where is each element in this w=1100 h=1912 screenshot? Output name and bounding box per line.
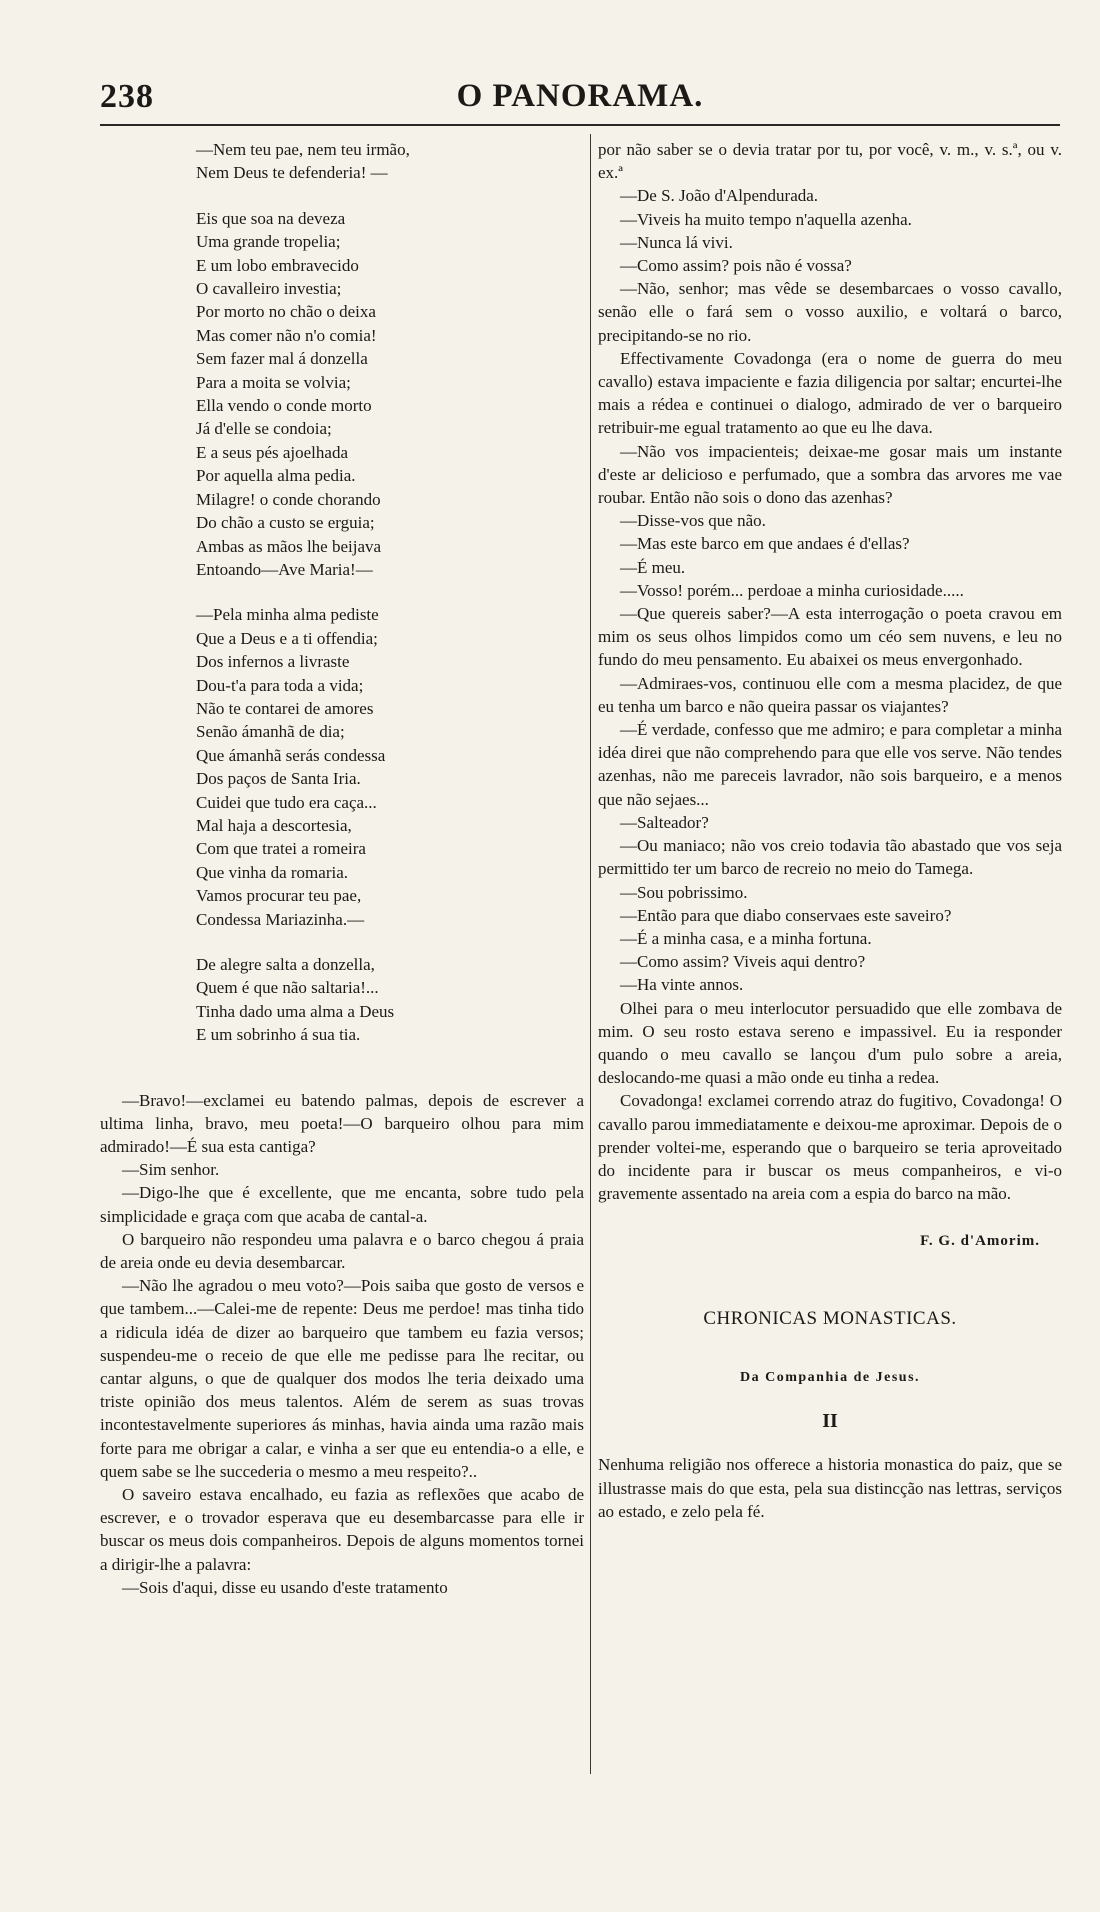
paragraph: —Viveis ha muito tempo n'aquella azenha. — [620, 209, 912, 229]
paragraph: Olhei para o meu interlocutor persuadido que elle zombava de mim. O seu rosto estava sereno e impassivel. Eu ia responder quando o meu cavallo se lançou d'um pulo sobre a areia, deslocando-me quasi a mão onde eu tinha a redea. — [598, 998, 1062, 1088]
poem-line: Mas comer não n'o comia! — [196, 325, 377, 345]
poem-line: Dou-t'a para toda a vida; — [196, 675, 364, 695]
left-prose — [100, 1089, 584, 1599]
paragraph: —Não vos impacienteis; deixae-me gosar mais um instante d'este ar delicioso e perfumado, que a sombra das arvores me vae roubar. Então não sois o dono das azenhas? — [598, 441, 1062, 508]
poem-line: De alegre salta a donzella, — [196, 955, 375, 974]
paragraph: —Não lhe agradou o meu voto?—Pois saiba que gosto de versos e que tambem...—Calei-me de repente: Deus me perdoe! mas tinha tido a ridicula idéa de dizer ao barqueiro que tambem eu fazia versos; suspendeu-me o receio de que elle me pedisse para lhe recitar, ou cantar alguns, o que de qualquer dos modos lhe teria deixado uma triste opinião dos meus talentos. Além de serem as suas trovas incontestavelmente superiores ás minhas, havia ainda uma razão mais forte para me obrigar a calar, e vinha a ser que eu entendia-o a elle, e quem sabe se lhe succederia o mesmo a meu respeito?.. — [100, 1276, 584, 1481]
poem-line: Já d'elle se condoia; — [196, 419, 332, 439]
poem-line: Ambas as mãos lhe beijava — [196, 536, 382, 556]
poem-stanza — [196, 953, 584, 1047]
poem-line: O cavalleiro investia; — [196, 279, 342, 299]
poem-line: —Pela minha alma pediste — [196, 605, 379, 625]
poem-stanza — [196, 207, 584, 582]
poem-line: Uma grande tropelia; — [196, 232, 341, 252]
paragraph: —Ou maniaco; não vos creio todavia tão abastado que vos seja permittido ter um barco de recreio no meio do Tamega. — [598, 836, 1062, 879]
poem — [196, 138, 584, 1047]
paragraph: —Não, senhor; mas vêde se desembarcaes o vosso cavallo, senão elle o fará sem o vosso auxilio, e voltará o barco, precipitando-se no rio. — [598, 279, 1062, 345]
paragraph: —Sois d'aqui, disse eu usando d'este tratamento — [122, 1577, 448, 1597]
poem-line: Condessa Mariazinha.— — [196, 909, 365, 929]
poem-line: Para a moita se volvia; — [196, 372, 351, 392]
poem-line: Eis que soa na deveza — [196, 208, 346, 228]
left-column — [100, 138, 584, 1599]
page-number: 238 — [100, 78, 154, 115]
poem-line: Dos infernos a livraste — [196, 652, 350, 672]
paragraph: —É a minha casa, e a minha fortuna. — [620, 928, 872, 948]
paragraph: Covadonga! exclamei correndo atraz do fugitivo, Covadonga! O cavallo parou immediatamente e deixou-me aproximar. Depois de o prender voltei-me, esperando que o barqueiro se teria aproveitado do incidente para ir buscar os meus companheiros, e vi-o gravemente assentado na areia com a espia do barco na mão. — [598, 1091, 1062, 1204]
poem-line: Que ámanhã serás condessa — [196, 745, 386, 765]
poem-line: Nem Deus te defenderia! — — [196, 163, 388, 183]
poem-line: Quem é que não saltaria!... — [196, 978, 379, 998]
section-title: CHRONICAS MONASTICAS. — [703, 1308, 957, 1330]
poem-line: Milagre! o conde chorando — [196, 489, 381, 509]
poem-line: Tinha dado uma alma a Deus — [196, 1001, 395, 1021]
poem-line: E um lobo embravecido — [196, 255, 359, 275]
paragraph: —Disse-vos que não. — [620, 511, 766, 531]
paragraph: Nenhuma religião nos offerece a historia monastica do paiz, que se illustrasse mais do que esta, pela sua distincção nas lettras, serviços ao estado, e zelo pela fé. — [598, 1455, 1062, 1521]
paragraph: —Então para que diabo conservaes este saveiro? — [620, 905, 952, 925]
paragraph: —Sou pobrissimo. — [620, 882, 748, 902]
poem-line: Que vinha da romaria. — [196, 862, 348, 882]
paragraph: O barqueiro não respondeu uma palavra e o barco chegou á praia de areia onde eu devia desembarcar. — [100, 1229, 584, 1273]
poem-line: Que a Deus e a ti offendia; — [196, 628, 378, 648]
subsection-title: Da Companhia de Jesus. — [739, 1370, 921, 1386]
paragraph: —É meu. — [620, 557, 686, 577]
poem-line: Ella vendo o conde morto — [196, 396, 372, 416]
paragraph: —Sim senhor. — [122, 1160, 220, 1180]
poem-line: Por morto no chão o deixa — [196, 302, 376, 322]
poem-line: Não te contarei de amores — [196, 698, 374, 718]
paragraph: O saveiro estava encalhado, eu fazia as reflexões que acabo de escrever, e o trovador esperava que eu desembarcasse para elle ir buscar os meus dois companheiros. Depois de alguns momentos tornei a dirigir-lhe a palavra: — [100, 1485, 584, 1574]
paragraph: —Como assim? Viveis aqui dentro? — [620, 952, 866, 972]
poem-line: E um sobrinho á sua tia. — [196, 1025, 361, 1045]
poem-line: Cuidei que tudo era caça... — [196, 792, 377, 812]
poem-stanza — [196, 138, 584, 185]
poem-line: Por aquella alma pedia. — [196, 466, 356, 486]
poem-line: Mal haja a descortesia, — [196, 815, 352, 835]
paragraph: —Como assim? pois não é vossa? — [620, 256, 852, 276]
page-header — [100, 78, 1060, 120]
poem-line: E a seus pés ajoelhada — [196, 442, 348, 462]
paragraph: —Ha vinte annos. — [620, 975, 744, 995]
author-signature: F. G. d'Amorim. — [920, 1233, 1040, 1250]
paragraph: —Bravo!—exclamei eu batendo palmas, depois de escrever a ultima linha, bravo, meu poeta!—O barqueiro olhou para mim admirado!—É sua esta cantiga? — [100, 1090, 584, 1157]
paragraph: —Que quereis saber?—A esta interrogação o poeta cravou em mim os seus olhos limpidos como um céo sem nuvens, e leu no fundo do meu pensamento. Eu abaixei os meus envergonhado. — [598, 604, 1062, 670]
journal-title: O PANORAMA. — [456, 78, 704, 114]
column-divider — [590, 134, 591, 1774]
paragraph: —Salteador? — [620, 812, 709, 832]
paragraph: —De S. João d'Alpendurada. — [620, 186, 819, 206]
paragraph: —Admiraes-vos, continuou elle com a mesma placidez, de que eu tenha um barco e não queira passar os viajantes? — [598, 673, 1062, 716]
paragraph: —Vosso! porém... perdoae a minha curiosidade..... — [620, 580, 964, 600]
poem-line: Entoando—Ave Maria!— — [196, 559, 373, 579]
paragraph: —Mas este barco em que andaes é d'ellas? — [620, 534, 910, 554]
poem-line: Senão ámanhã de dia; — [196, 722, 345, 742]
poem-line: Vamos procurar teu pae, — [196, 886, 362, 906]
poem-line: Do chão a custo se erguia; — [196, 513, 375, 533]
poem-line: Dos paços de Santa Iria. — [196, 769, 361, 789]
right-column — [598, 138, 1062, 1523]
paragraph: —É verdade, confesso que me admiro; e para completar a minha idéa direi que não comprehendo para que elle vos serve. Não tendes azenhas, não me pareceis lavrador, não sois barqueiro, e a menos que não sejaes... — [598, 720, 1062, 809]
poem-line: Com que tratei a romeira — [196, 839, 366, 859]
header-rule — [100, 124, 1060, 126]
poem-line: Sem fazer mal á donzella — [196, 349, 368, 369]
paragraph: —Digo-lhe que é excellente, que me encanta, sobre tudo pela simplicidade e graça com que acaba de cantal-a. — [100, 1183, 584, 1226]
poem-stanza — [196, 603, 584, 931]
right-prose — [598, 138, 1062, 1205]
paragraph: por não saber se o devia tratar por tu, por você, v. m., v. s.ª, ou v. ex.ª — [598, 140, 1062, 183]
paragraph: —Nunca lá vivi. — [620, 232, 733, 252]
paragraph: Effectivamente Covadonga (era o nome de guerra do meu cavallo) estava impaciente e fazia diligencia por saltar; encurtei-lhe mais a rédea e continuei o dialogo, admirado de ver o barqueiro retribuir-me egual tratamento ao que eu lhe dava. — [598, 348, 1062, 438]
chronicle-prose — [598, 1453, 1062, 1523]
chapter-numeral: II — [822, 1410, 838, 1433]
poem-line: —Nem teu pae, nem teu irmão, — [196, 140, 410, 159]
